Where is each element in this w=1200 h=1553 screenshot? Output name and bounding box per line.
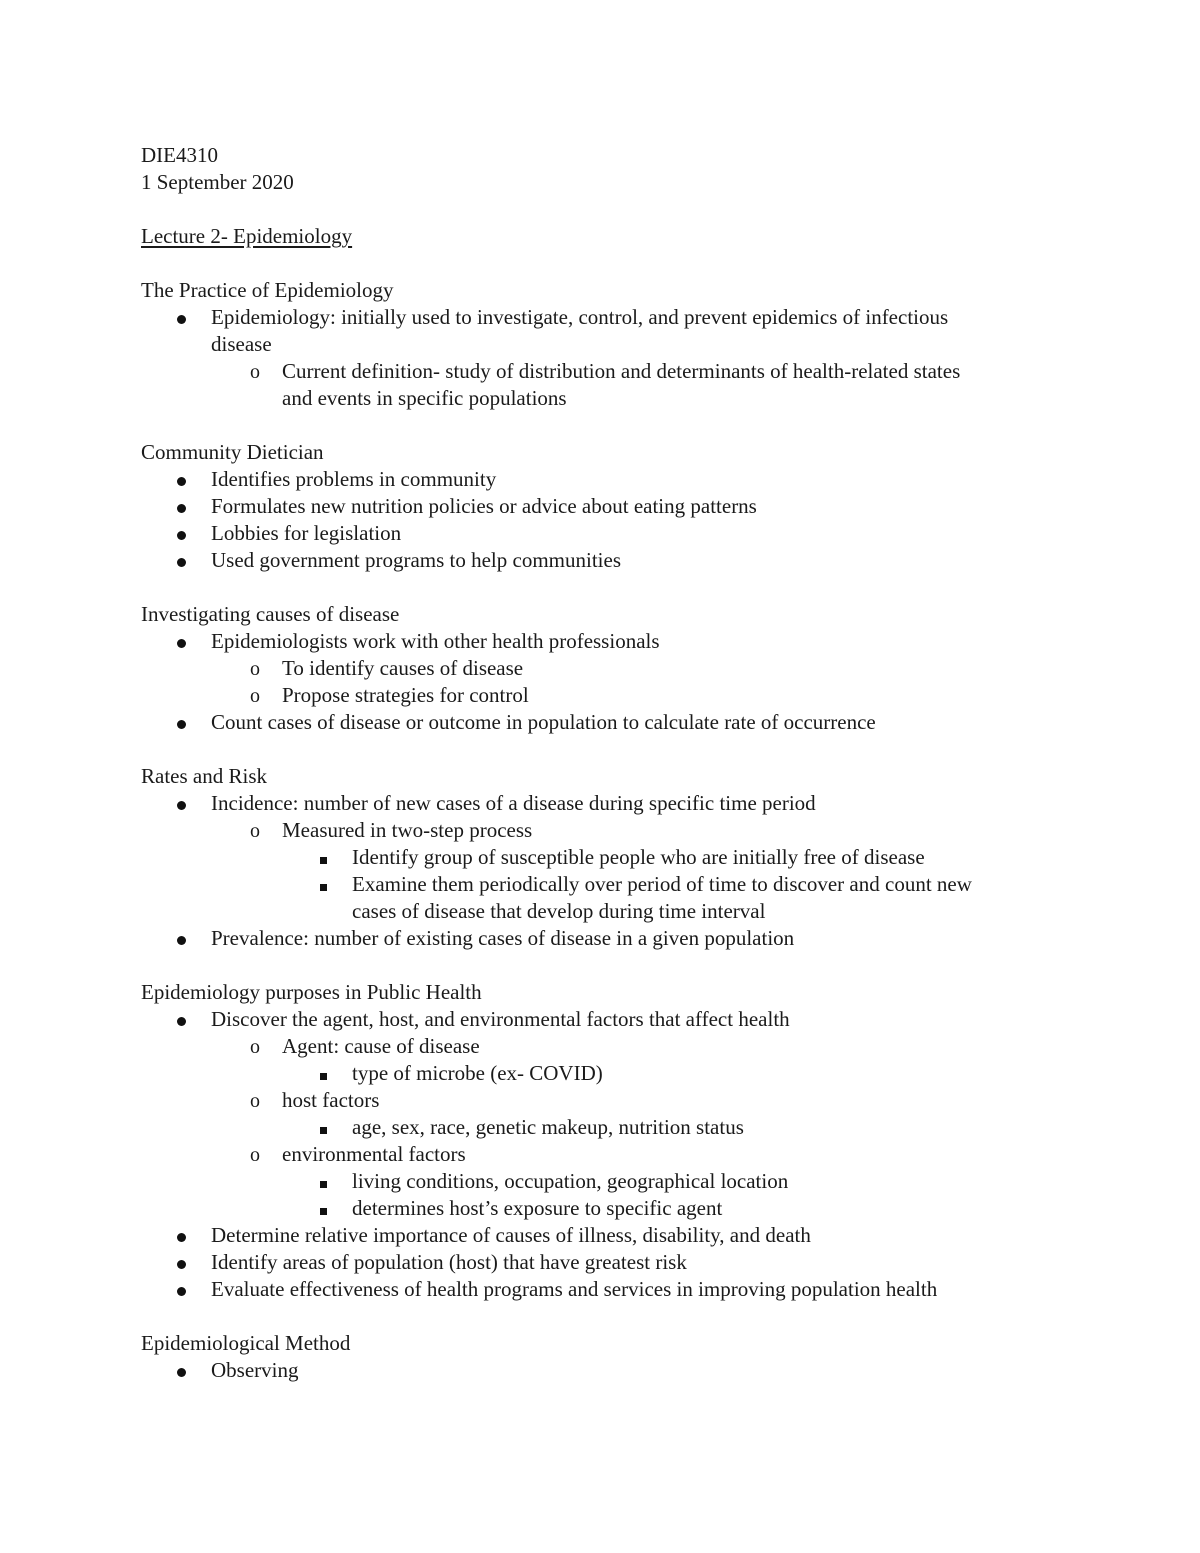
circle-marker: o <box>250 361 260 383</box>
section-heading-dietician: Community Dietician <box>141 440 324 464</box>
circle-marker: o <box>250 820 260 842</box>
bullet-text: Used government programs to help communities <box>211 548 622 572</box>
circle-marker: o <box>250 1144 260 1166</box>
circle-marker: o <box>250 685 260 707</box>
tertiary-bullet-item <box>141 1195 1061 1222</box>
spacer <box>141 952 1061 979</box>
square-marker <box>313 1114 333 1141</box>
tertiary-bullet-text: determines host’s exposure to specific agent <box>352 1196 723 1220</box>
bullet-item <box>141 466 1061 493</box>
tertiary-bullet-item <box>141 1168 1061 1195</box>
bullet-item <box>141 790 1061 817</box>
bullet-marker <box>171 493 191 520</box>
spacer <box>141 196 1061 223</box>
tertiary-bullet-text: age, sex, race, genetic makeup, nutrition status <box>352 1115 744 1139</box>
spacer <box>141 250 1061 277</box>
sub-bullet-text: Measured in two-step process <box>282 818 533 842</box>
sub-bullet-item <box>141 1141 1061 1168</box>
bullet-text: Epidemiologists work with other health professionals <box>211 629 660 653</box>
course-code: DIE4310 <box>141 143 218 167</box>
bullet-marker <box>171 925 191 952</box>
bullet-text: Discover the agent, host, and environmental factors that affect health <box>211 1007 790 1031</box>
bullet-text: Evaluate effectiveness of health programs and services in improving population health <box>211 1277 938 1301</box>
square-marker <box>313 1060 333 1087</box>
bullet-marker <box>171 520 191 547</box>
tertiary-bullet-text: living conditions, occupation, geographical location <box>352 1169 789 1193</box>
bullet-marker <box>171 1006 191 1033</box>
bullet-item <box>141 547 1061 574</box>
bullet-marker <box>171 1222 191 1249</box>
spacer <box>141 1303 1061 1330</box>
lecture-title-text: Lecture 2- Epidemiology <box>141 224 353 248</box>
section-heading-purposes: Epidemiology purposes in Public Health <box>141 980 482 1004</box>
tertiary-bullet-item <box>141 871 1061 925</box>
bullet-item <box>141 493 1061 520</box>
bullet-item <box>141 709 1061 736</box>
bullet-item <box>141 1006 1061 1033</box>
spacer <box>141 736 1061 763</box>
document-date: 1 September 2020 <box>141 170 294 194</box>
bullet-marker <box>171 304 191 331</box>
bullet-marker <box>171 1249 191 1276</box>
document-page <box>141 142 1061 1384</box>
bullet-item <box>141 520 1061 547</box>
section-heading-practice: The Practice of Epidemiology <box>141 278 394 302</box>
bullet-item <box>141 304 1061 358</box>
tertiary-bullet-item <box>141 1114 1061 1141</box>
sub-bullet-item <box>141 1033 1061 1060</box>
sub-bullet-text-continuation: and events in specific populations <box>282 386 567 410</box>
circle-marker: o <box>250 1090 260 1112</box>
tertiary-bullet-text: Examine them periodically over period of time to discover and count new <box>352 872 972 896</box>
bullet-marker <box>171 547 191 574</box>
lecture-title <box>141 223 1061 250</box>
sub-bullet-item <box>141 358 1061 412</box>
circle-marker: o <box>250 658 260 680</box>
bullet-text-continuation: disease <box>211 332 272 356</box>
bullet-marker <box>171 790 191 817</box>
tertiary-bullet-text: type of microbe (ex- COVID) <box>352 1061 603 1085</box>
section-heading-method: Epidemiological Method <box>141 1331 351 1355</box>
tertiary-bullet-item <box>141 844 1061 871</box>
section-heading-causes: Investigating causes of disease <box>141 602 400 626</box>
bullet-text: Formulates new nutrition policies or advice about eating patterns <box>211 494 757 518</box>
bullet-item <box>141 1249 1061 1276</box>
sub-bullet-text: host factors <box>282 1088 380 1112</box>
bullet-marker <box>171 1276 191 1303</box>
square-marker <box>313 1195 333 1222</box>
bullet-item <box>141 925 1061 952</box>
bullet-text: Epidemiology: initially used to investigate, control, and prevent epidemics of infectious <box>211 305 949 329</box>
bullet-item <box>141 1276 1061 1303</box>
bullet-marker <box>171 709 191 736</box>
tertiary-bullet-item <box>141 1060 1061 1087</box>
circle-marker: o <box>250 1036 260 1058</box>
sub-bullet-text: Agent: cause of disease <box>282 1034 480 1058</box>
bullet-marker <box>171 1357 191 1384</box>
spacer <box>141 574 1061 601</box>
sub-bullet-text: Propose strategies for control <box>282 683 529 707</box>
bullet-marker <box>171 466 191 493</box>
bullet-text: Observing <box>211 1358 299 1382</box>
bullet-text: Count cases of disease or outcome in population to calculate rate of occurrence <box>211 710 876 734</box>
sub-bullet-text: environmental factors <box>282 1142 466 1166</box>
bullet-item <box>141 628 1061 655</box>
sub-bullet-item <box>141 1087 1061 1114</box>
bullet-text: Incidence: number of new cases of a disease during specific time period <box>211 791 816 815</box>
tertiary-bullet-text: Identify group of susceptible people who are initially free of disease <box>352 845 925 869</box>
bullet-text: Lobbies for legislation <box>211 521 402 545</box>
tertiary-bullet-text-continuation: cases of disease that develop during time interval <box>352 899 766 923</box>
spacer <box>141 412 1061 439</box>
bullet-marker <box>171 628 191 655</box>
square-marker <box>313 871 333 898</box>
sub-bullet-item <box>141 817 1061 844</box>
bullet-item <box>141 1357 1061 1384</box>
sub-bullet-text: Current definition- study of distribution and determinants of health-related states <box>282 359 961 383</box>
square-marker <box>313 1168 333 1195</box>
bullet-item <box>141 1222 1061 1249</box>
sub-bullet-text: To identify causes of disease <box>282 656 524 680</box>
sub-bullet-item <box>141 682 1061 709</box>
bullet-text: Identify areas of population (host) that have greatest risk <box>211 1250 687 1274</box>
bullet-text: Determine relative importance of causes of illness, disability, and death <box>211 1223 811 1247</box>
bullet-text: Identifies problems in community <box>211 467 497 491</box>
sub-bullet-item <box>141 655 1061 682</box>
bullet-text: Prevalence: number of existing cases of disease in a given population <box>211 926 795 950</box>
section-heading-rates: Rates and Risk <box>141 764 267 788</box>
square-marker <box>313 844 333 871</box>
